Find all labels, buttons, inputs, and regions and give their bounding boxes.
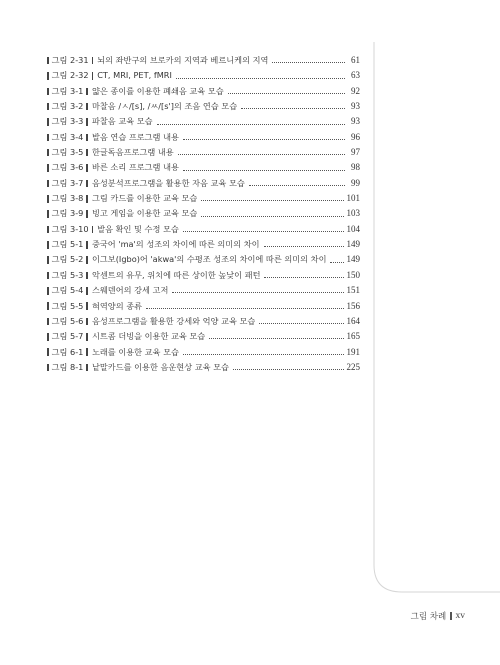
figure-number: 그림 3-4 — [51, 131, 84, 142]
figure-number: 그림 3-8 — [51, 193, 84, 204]
entry-bullet-bar — [47, 318, 49, 326]
figure-entry[interactable] — [47, 53, 360, 68]
figure-title: 이그보(Igbo)어 'akwa'의 수평조 성조의 차이에 따른 의미의 차이 — [91, 254, 327, 265]
figure-entry[interactable] — [47, 345, 360, 360]
dot-leader — [183, 354, 344, 355]
dot-leader — [259, 323, 343, 324]
figure-title: 음성분석프로그램을 활용한 자음 교육 모습 — [91, 177, 245, 188]
entry-separator-bar — [86, 272, 88, 280]
figure-list — [47, 53, 360, 375]
entry-separator-bar — [86, 318, 88, 326]
figure-title: 얇은 종이를 이용한 폐쇄음 교육 모습 — [91, 85, 224, 96]
dot-leader — [330, 262, 343, 263]
dot-leader — [228, 93, 345, 94]
figure-title: 빙고 게임을 이용한 교육 모습 — [91, 208, 198, 219]
entry-separator-bar — [86, 256, 88, 264]
page-number: 150 — [346, 269, 360, 280]
figure-number: 그림 5-1 — [51, 239, 84, 250]
entry-bullet-bar — [47, 103, 49, 111]
page-number: 63 — [351, 70, 360, 81]
figure-number: 그림 5-3 — [51, 269, 84, 280]
entry-separator-bar — [86, 103, 88, 111]
page-number: 97 — [351, 147, 360, 158]
figure-number: 그림 5-6 — [51, 315, 84, 326]
figure-number: 그림 3-9 — [51, 208, 84, 219]
entry-separator-bar — [86, 241, 88, 249]
figure-entry[interactable] — [47, 237, 360, 252]
figure-title: 그림 카드를 이용한 교육 모습 — [91, 193, 198, 204]
dot-leader — [241, 108, 345, 109]
figure-entry[interactable] — [47, 99, 360, 114]
figure-number: 그림 6-1 — [51, 346, 84, 357]
entry-bullet-bar — [47, 210, 49, 218]
figure-number: 그림 5-7 — [51, 331, 84, 342]
page-number: 149 — [346, 239, 360, 250]
figure-title: 낱말카드를 이용한 음운현상 교육 모습 — [91, 361, 229, 372]
entry-separator-bar — [92, 226, 94, 234]
entry-separator-bar — [86, 333, 88, 341]
figure-entry[interactable] — [47, 283, 360, 298]
figure-entry[interactable] — [47, 299, 360, 314]
page-number: 104 — [346, 223, 360, 234]
figure-title: 노래를 이용한 교육 모습 — [91, 346, 179, 357]
figure-title: 혀역양의 종류 — [91, 300, 143, 311]
page-number: 156 — [346, 300, 360, 311]
entry-bullet-bar — [47, 72, 49, 80]
figure-title: 발음 연습 프로그램 내용 — [91, 131, 179, 142]
figure-title: 악센트의 유무, 위치에 따른 상이한 높낮이 패턴 — [91, 269, 261, 280]
page-number: 93 — [351, 116, 360, 127]
dot-leader — [209, 338, 343, 339]
page-number: 191 — [346, 346, 360, 357]
dot-leader — [178, 154, 345, 155]
figure-title: 발음 확인 및 수정 모습 — [97, 223, 179, 234]
figure-number: 그림 3-2 — [51, 101, 84, 112]
page-footer — [411, 610, 465, 622]
figure-title: 시트콤 더빙을 이용한 교육 모습 — [91, 331, 206, 342]
page-number: 92 — [351, 85, 360, 96]
figure-title: 뇌의 좌반구의 브로카의 지역과 베르니케의 지역 — [97, 55, 269, 65]
figure-entry[interactable] — [47, 314, 360, 329]
figure-title: 중국어 'ma'의 성조의 차이에 따른 의미의 차이 — [91, 239, 260, 250]
entry-bullet-bar — [47, 57, 49, 65]
footer-page-number: xv — [455, 611, 465, 621]
page-number: 101 — [346, 193, 360, 204]
dot-leader — [264, 246, 344, 247]
entry-bullet-bar — [47, 180, 49, 188]
entry-separator-bar — [86, 88, 88, 96]
dot-leader — [249, 185, 345, 186]
page-number: 225 — [346, 361, 360, 372]
entry-bullet-bar — [47, 364, 49, 372]
figure-number: 그림 5-5 — [51, 300, 84, 311]
page-number: 151 — [346, 285, 360, 296]
figure-number: 그림 3-10 — [51, 223, 89, 234]
entry-bullet-bar — [47, 164, 49, 172]
figure-number: 그림 3-3 — [51, 116, 84, 127]
entry-bullet-bar — [47, 302, 49, 310]
entry-bullet-bar — [47, 256, 49, 264]
entry-bullet-bar — [47, 272, 49, 280]
dot-leader — [183, 170, 345, 171]
figure-entry[interactable] — [47, 68, 360, 83]
dot-leader — [272, 62, 345, 63]
figure-entry[interactable] — [47, 145, 360, 160]
page-number: 61 — [351, 55, 360, 65]
dot-leader — [264, 277, 343, 278]
figure-entry[interactable] — [47, 252, 360, 267]
entry-separator-bar — [86, 180, 88, 188]
figure-entry[interactable] — [47, 160, 360, 175]
figure-number: 그림 2-32 — [51, 70, 89, 81]
figure-title: 마찰음 /ㅅ/[s], /ㅆ/[s']의 조음 연습 모습 — [91, 101, 238, 112]
figure-number: 그림 8-1 — [51, 361, 84, 372]
figure-entry[interactable] — [47, 84, 360, 99]
dot-leader — [172, 292, 343, 293]
page-number: 164 — [346, 315, 360, 326]
dot-leader — [183, 231, 344, 232]
entry-bullet-bar — [47, 287, 49, 295]
figure-title: 바른 소리 프로그램 내용 — [91, 162, 179, 173]
dot-leader — [201, 200, 343, 201]
figure-number: 그림 3-6 — [51, 162, 84, 173]
figure-entry[interactable] — [47, 206, 360, 221]
entry-bullet-bar — [47, 333, 49, 341]
entry-separator-bar — [86, 195, 88, 203]
page-number: 149 — [346, 254, 360, 265]
figure-entry[interactable] — [47, 130, 360, 145]
figure-number: 그림 3-5 — [51, 147, 84, 158]
entry-separator-bar — [92, 72, 94, 80]
figure-number: 그림 5-2 — [51, 254, 84, 265]
entry-bullet-bar — [47, 134, 49, 142]
entry-bullet-bar — [47, 195, 49, 203]
page-number: 96 — [351, 131, 360, 142]
figure-title: 파찰음 교육 모습 — [91, 116, 153, 127]
dot-leader — [176, 78, 345, 79]
page-number: 103 — [346, 208, 360, 219]
entry-separator-bar — [86, 210, 88, 218]
entry-bullet-bar — [47, 226, 49, 234]
entry-separator-bar — [86, 302, 88, 310]
dot-leader — [201, 216, 343, 217]
entry-separator-bar — [92, 57, 94, 65]
entry-bullet-bar — [47, 348, 49, 356]
figure-entry[interactable] — [47, 191, 360, 206]
entry-separator-bar — [86, 134, 88, 142]
figure-entry[interactable] — [47, 329, 360, 344]
entry-separator-bar — [86, 149, 88, 157]
figure-number: 그림 3-7 — [51, 177, 84, 188]
figure-title: CT, MRI, PET, fMRI — [97, 70, 172, 81]
entry-separator-bar — [86, 164, 88, 172]
figure-title: 음성프로그램을 활용한 강세와 억양 교육 모습 — [91, 315, 256, 326]
footer-separator — [450, 612, 451, 620]
entry-bullet-bar — [47, 241, 49, 249]
footer-section-title: 그림 차례 — [410, 612, 447, 622]
figure-number: 그림 2-31 — [51, 55, 89, 65]
figure-entry[interactable] — [47, 114, 360, 129]
entry-separator-bar — [86, 118, 88, 126]
page-number: 165 — [346, 331, 360, 342]
dot-leader — [146, 308, 343, 309]
dot-leader — [233, 369, 344, 370]
figure-number: 그림 5-4 — [51, 285, 84, 296]
entry-bullet-bar — [47, 149, 49, 157]
page-number: 98 — [351, 162, 360, 173]
entry-bullet-bar — [47, 118, 49, 126]
entry-separator-bar — [86, 287, 88, 295]
entry-separator-bar — [86, 364, 88, 372]
dot-leader — [183, 139, 345, 140]
page-number: 93 — [351, 101, 360, 112]
figure-entry[interactable] — [47, 268, 360, 283]
figure-title: 스웨덴어의 강세 고저 — [91, 285, 169, 296]
figure-entry[interactable] — [47, 222, 360, 237]
figure-entry[interactable] — [47, 360, 360, 375]
figure-number: 그림 3-1 — [51, 85, 84, 96]
figure-entry[interactable] — [47, 176, 360, 191]
figure-title: 한글독음프로그램 내용 — [91, 147, 174, 158]
dot-leader — [157, 124, 345, 125]
entry-bullet-bar — [47, 88, 49, 96]
entry-separator-bar — [86, 348, 88, 356]
page-number: 99 — [351, 177, 360, 188]
